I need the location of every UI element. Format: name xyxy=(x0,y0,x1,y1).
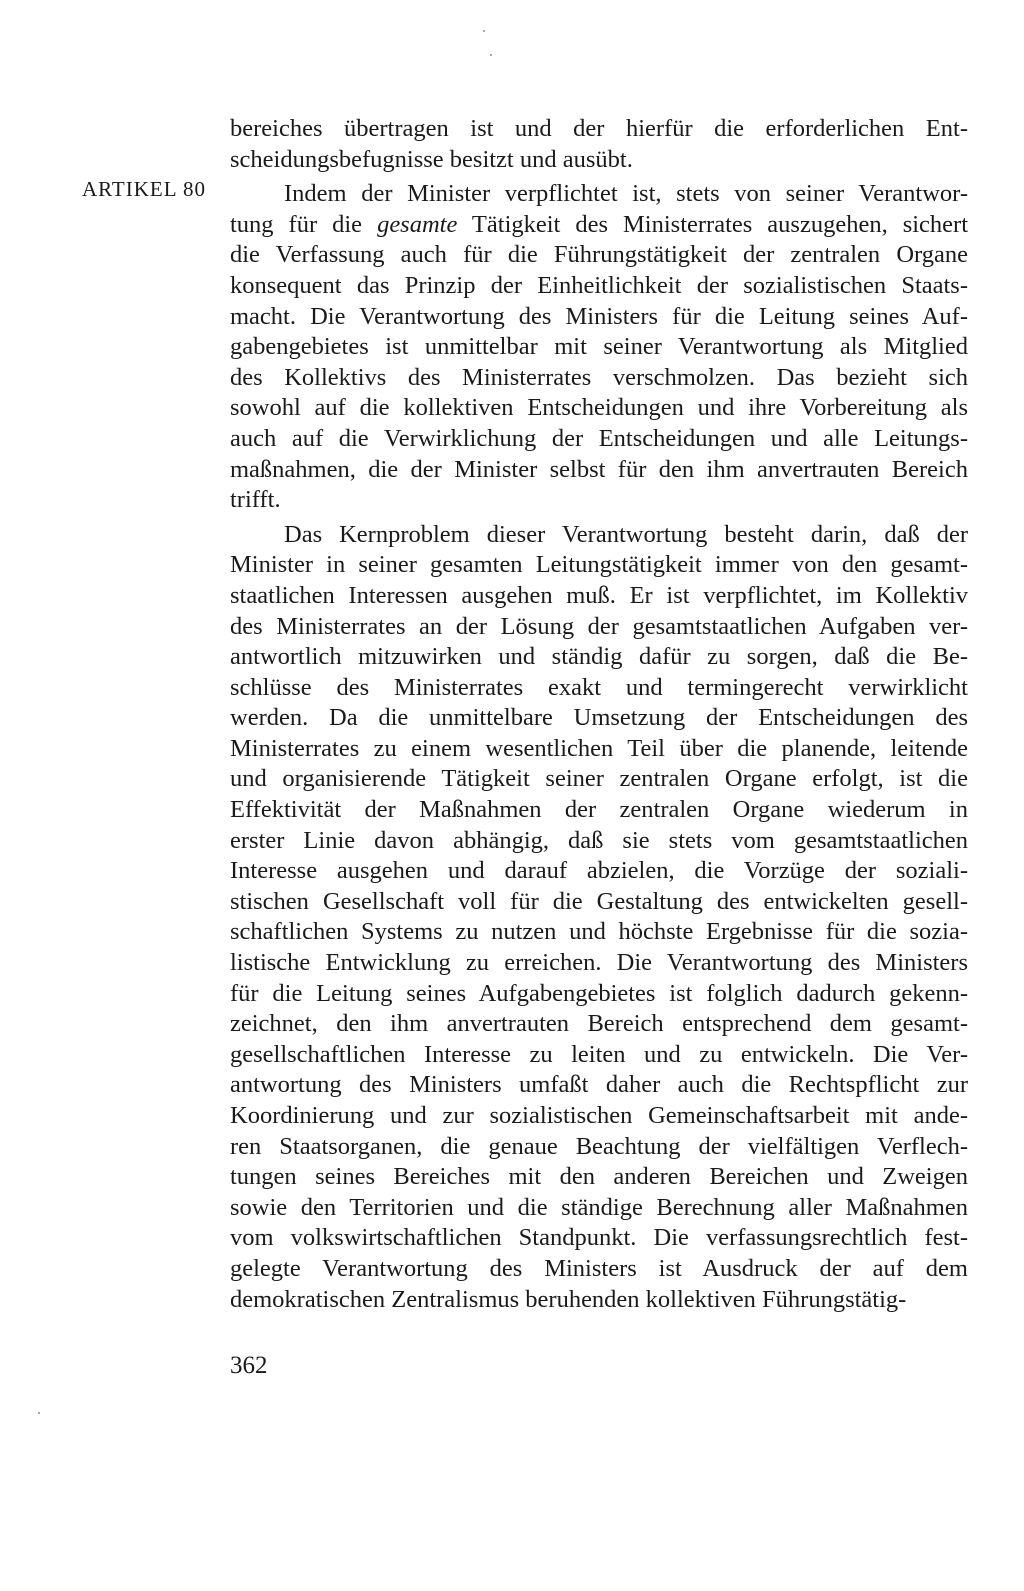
text-line xyxy=(230,887,968,918)
text-segment: tung für die xyxy=(230,210,378,238)
text-line xyxy=(230,1101,968,1132)
text-segment: Interesse ausgehen und darauf abzielen, die Vorzüge der soziali- xyxy=(230,857,968,885)
paper-speck xyxy=(38,1412,40,1414)
text-line xyxy=(230,550,968,581)
text-segment: ren Staatsorganen, die genaue Beachtung der vielfältigen Verflech- xyxy=(230,1132,968,1160)
text-segment: vom volkswirtschaftlichen Standpunkt. Die verfassungsrechtlich fest- xyxy=(230,1224,968,1252)
text-line xyxy=(230,240,968,271)
text-line xyxy=(230,1193,968,1224)
text-segment: zeichnet, den ihm anvertrauten Bereich entsprechend dem gesamt- xyxy=(230,1010,968,1038)
text-line xyxy=(230,302,968,333)
text-segment: Das Kernproblem dieser Verantwortung besteht darin, daß der xyxy=(284,520,968,548)
text-line xyxy=(230,179,968,210)
text-segment: schaftlichen Systems zu nutzen und höchste Ergebnisse für die sozia- xyxy=(230,918,968,946)
text-segment: trifft. xyxy=(230,486,281,514)
text-segment: schlüsse des Ministerrates exakt und termingerecht verwirklicht xyxy=(230,673,968,701)
article-margin-label: ARTIKEL 80 xyxy=(82,177,207,201)
text-segment: des Kollektivs des Ministerrates verschmolzen. Das bezieht sich xyxy=(230,363,968,391)
text-segment: antwortlich mitzuwirken und ständig dafür zu sorgen, daß die Be- xyxy=(230,643,968,671)
text-segment: erster Linie davon abhängig, daß sie stets vom gesamtstaatlichen xyxy=(230,826,968,854)
text-segment: gabengebietes ist unmittelbar mit seiner Verantwortung als Mitglied xyxy=(230,333,968,361)
text-segment: maßnahmen, die der Minister selbst für den ihm anvertrauten Bereich xyxy=(230,455,968,483)
text-segment: macht. Die Verantwortung des Ministers für die Leitung seines Auf- xyxy=(230,302,968,330)
text-line xyxy=(230,1040,968,1071)
text-segment: tungen seines Bereiches mit den anderen Bereichen und Zweigen xyxy=(230,1163,968,1191)
text-line xyxy=(230,145,968,176)
text-line xyxy=(230,1285,968,1316)
text-line xyxy=(230,271,968,302)
text-line xyxy=(230,795,968,826)
text-line xyxy=(230,210,968,241)
text-segment: werden. Da die unmittelbare Umsetzung der Entscheidungen des xyxy=(230,704,968,732)
paragraph xyxy=(230,520,968,1315)
text-segment: sowie den Territorien und die ständige Berechnung aller Maßnahmen xyxy=(230,1193,968,1221)
text-segment: Indem der Minister verpflichtet ist, stets von seiner Verantwor- xyxy=(284,180,968,208)
text-segment: sowohl auf die kollektiven Entscheidungen und ihre Vorbereitung als xyxy=(230,394,968,422)
text-line xyxy=(230,332,968,363)
text-line xyxy=(230,826,968,857)
text-segment: scheidungsbefugnisse besitzt und ausübt. xyxy=(230,145,633,173)
text-line xyxy=(230,455,968,486)
text-line xyxy=(230,1162,968,1193)
text-line xyxy=(230,393,968,424)
text-segment: stischen Gesellschaft voll für die Gestaltung des entwickelten gesell- xyxy=(230,887,968,915)
text-line xyxy=(230,581,968,612)
text-segment: konsequent das Prinzip der Einheitlichkeit der sozialistischen Staats- xyxy=(230,271,968,299)
text-segment: Minister in seiner gesamten Leitungstätigkeit immer von den gesamt- xyxy=(230,551,968,579)
text-segment: auch auf die Verwirklichung der Entscheidungen und alle Leitungs- xyxy=(230,424,968,452)
text-segment: gelegte Verantwortung des Ministers ist Ausdruck der auf dem xyxy=(230,1254,968,1282)
text-line xyxy=(230,363,968,394)
text-segment: gesellschaftlichen Interesse zu leiten und zu entwickeln. Die Ver- xyxy=(230,1040,968,1068)
text-line xyxy=(230,485,968,516)
body-text xyxy=(230,114,968,1315)
text-line xyxy=(230,764,968,795)
text-line xyxy=(230,1132,968,1163)
text-segment: listische Entwicklung zu erreichen. Die Verantwortung des Ministers xyxy=(230,949,968,977)
text-segment: für die Leitung seines Aufgabengebietes ist folglich dadurch gekenn- xyxy=(230,979,968,1007)
text-line xyxy=(230,612,968,643)
paper-speck xyxy=(483,30,485,32)
text-segment: Ministerrates zu einem wesentlichen Teil über die planende, leitende xyxy=(230,734,968,762)
text-line xyxy=(230,1009,968,1040)
text-line xyxy=(230,856,968,887)
text-line xyxy=(230,673,968,704)
text-segment: Tätigkeit des Ministerrates auszugehen, sichert xyxy=(457,210,968,238)
text-segment: Koordinierung und zur sozialistischen Gemeinschaftsarbeit mit ande- xyxy=(230,1102,968,1129)
emphasized-word: gesamte xyxy=(377,210,458,238)
text-line xyxy=(230,114,968,145)
text-line xyxy=(230,948,968,979)
text-segment: staatlichen Interessen ausgehen muß. Er ist verpflichtet, im Kollektiv xyxy=(230,581,968,609)
text-line xyxy=(230,734,968,765)
text-segment: bereiches übertragen ist und der hierfür die erforderlichen Ent- xyxy=(230,115,968,142)
text-line xyxy=(230,917,968,948)
text-segment: demokratischen Zentralismus beruhenden kollektiven Führungstätig- xyxy=(230,1285,907,1313)
text-segment: die Verfassung auch für die Führungstätigkeit der zentralen Organe xyxy=(230,241,968,269)
text-segment: antwortung des Ministers umfaßt daher auch die Rechtspflicht zur xyxy=(230,1071,968,1099)
text-line xyxy=(230,979,968,1010)
text-line xyxy=(230,703,968,734)
text-line xyxy=(230,1070,968,1101)
paper-speck xyxy=(490,54,492,56)
paragraph xyxy=(230,179,968,516)
text-line xyxy=(230,1223,968,1254)
text-segment: und organisierende Tätigkeit seiner zentralen Organe erfolgt, ist die xyxy=(230,765,968,793)
page-number: 362 xyxy=(230,1352,268,1379)
text-segment: des Ministerrates an der Lösung der gesamtstaatlichen Aufgaben ver- xyxy=(230,612,968,640)
text-line xyxy=(230,520,968,551)
text-line xyxy=(230,424,968,455)
text-segment: Effektivität der Maßnahmen der zentralen Organe wiederum in xyxy=(230,796,968,824)
text-line xyxy=(230,642,968,673)
paragraph xyxy=(230,114,968,175)
text-line xyxy=(230,1254,968,1285)
